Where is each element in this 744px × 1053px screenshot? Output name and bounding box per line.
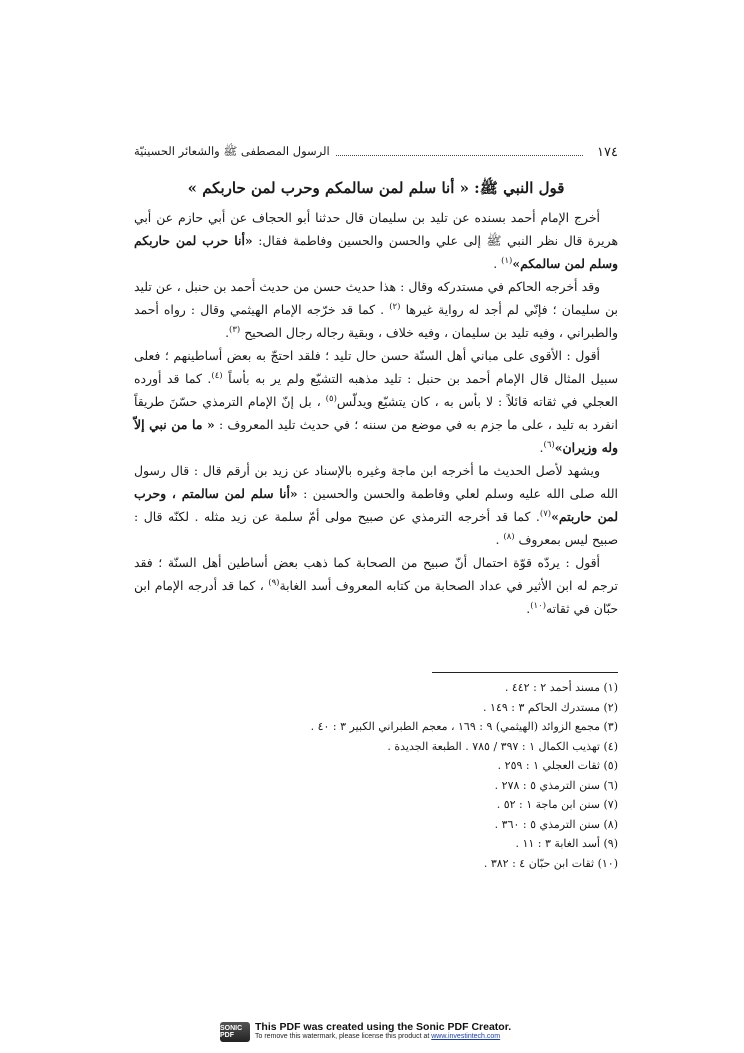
text-run: أقول : يردّه قوّة احتمال أنّ صبيح من الصحابة كما ذهب بعض أساطين أهل السنّة ؛ فقد ترجم له ابن الأثير في عداد الصحابة من كتابه المعروف أسد الغابة [134,555,618,593]
footnote-10: (١٠) ثقات ابن حبّان ٤ : ٣٨٢ . [483,856,618,870]
text-run: ويشهد لأصل الحديث ما أخرجه ابن ماجة وغيره بالإسناد عن زيد بن أرقم قال : قال رسول الله صلى الله عليه وسلم لعلي وفاطمة والحسن والحسين : [134,463,619,501]
watermark-sub-label: To remove this watermark, please license this product at [255,1033,432,1040]
running-header [134,144,618,160]
watermark-link[interactable]: www.investintech.com [431,1033,501,1040]
footnote-ref: (٩) [268,577,280,588]
text-run: أخرج الإمام أحمد بسنده عن تليد بن سليمان قال حدثنا أبو الحجاف عن أبي حازم عن أبي هريرة قال نظر النبي ﷺ إلى علي والحسن والحسين وفاطمة فقال: [134,210,619,248]
hadith-quote: « ما من نبي إلاّ وله وزيران» [134,417,618,455]
footnote-divider [432,672,618,673]
text-run: أقول : الأقوى على مباني أهل السنّة حسن حال تليد ؛ فلقد احتجّ به بعض أساطينهم ؛ فعلى سبيل المثال قال الإمام أحمد بن حنبل : تليد مذهبه التشيّع ولم ير به بأساً [134,348,618,386]
sonic-pdf-logo-icon: SONIC PDF [220,1022,250,1042]
footnote-ref: (٣) [229,324,241,335]
text-run: . [495,532,504,547]
text-run: . كما قد خرّجه الإمام الهيثمي وقال : رواه أحمد والطبراني ، وفيه تليد بن سليمان ، وفيه خلاف ، وبقية رجاله رجال الصحيح [134,302,618,340]
section-title: قول النبي ﷺ: « أنا سلم لمن سالمكم وحرب لمن حاربكم » [187,179,565,197]
pdf-watermark [220,1020,540,1044]
text-run: . [526,601,531,616]
footnote-ref: (٨) [503,531,515,542]
header-dotted-leader [336,155,583,156]
paragraph-3 [134,344,618,459]
footnote-3: (٣) مجمع الزوائد (الهيثمي) ٩ : ١٦٩ ، معجم الطبراني الكبير ٣ : ٤٠ . [310,720,618,733]
footnote-ref: (٢) [389,301,401,312]
footnote-ref: (١) [501,255,513,266]
footnote-4: (٤) تهذيب الكمال ١ : ٣٩٧ / ٧٨٥ . الطبعة الجديدة . [387,739,618,753]
footnotes [200,678,618,873]
hadith-quote: «أنا حرب لمن حاربكم وسلم لمن سالمكم» [134,233,618,271]
text-run: . [225,325,230,340]
footnote-ref: (٦) [543,439,555,450]
text-run: . كما قد أورده العجلي في ثقاته قائلاً : لا بأس به ، كان يتشيّع ويدلّس [134,371,618,409]
footnote-ref: (٧) [539,508,552,519]
watermark-text [255,1022,511,1042]
footnote-7: (٧) سنن ابن ماجة ١ : ٥٢ . [496,798,618,811]
paragraph-4 [134,459,618,551]
paragraphs [134,206,618,620]
footnote-8: (٨) سنن الترمذي ٥ : ٣٦٠ . [494,817,618,831]
running-title: الرسول المصطفى ﷺ والشعائر الحسينيّة [134,143,330,158]
footnote-5: (٥) ثقات العجلي ١ : ٢٥٩ . [497,759,618,772]
watermark-sub-text [255,1032,511,1042]
paragraph-2 [134,275,618,344]
text-run: . [493,256,502,271]
hadith-quote: «أنا سلم لمن سالمتم ، وحرب لمن حاربتم» [134,486,618,524]
footnote-2: (٢) مستدرك الحاكم ٣ : ١٤٩ . [483,700,618,714]
footnote-9: (٩) أسد الغابة ٣ : ١١ . [515,837,618,850]
footnote-1: (١) مسند أحمد ٢ : ٤٤٢ . [504,681,618,694]
text-run: ، بل إنّ الإمام الترمذي حسّنَ طريقاً انفرد به تليد ، على ما جزم به في موضع من سننه ؛ في حديث تليد المعروف : [134,394,618,432]
paragraph-5 [134,551,618,620]
page-number: ١٧٤ [597,144,618,160]
main-text [134,176,618,620]
footnote-ref: (٤) [211,370,223,381]
text-run: . كما قد أخرجه الترمذي عن صبيح مولى أمّ سلمة عن زيد مثله . لكنّه قال : صبيح ليس بمعروف [134,509,618,547]
paragraph-1 [134,206,618,275]
footnote-ref: (٥) [325,393,337,404]
text-run: وقد أخرجه الحاكم في مستدركه وقال : هذا حديث حسن من حديث أحمد بن حنبل ، عن تليد بن سليمان ؛ فإنّي لم أجد له رواية غيرها [134,279,618,317]
watermark-main-text: This PDF was created using the Sonic PDF Creator. [255,1021,512,1033]
footnote-ref: (١٠) [530,600,547,611]
text-run: ، كما قد أدرجه الإمام ابن حبّان في ثقاته [134,578,618,616]
text-run: . [539,440,544,455]
footnote-6: (٦) سنن الترمذي ٥ : ٢٧٨ . [494,778,618,792]
